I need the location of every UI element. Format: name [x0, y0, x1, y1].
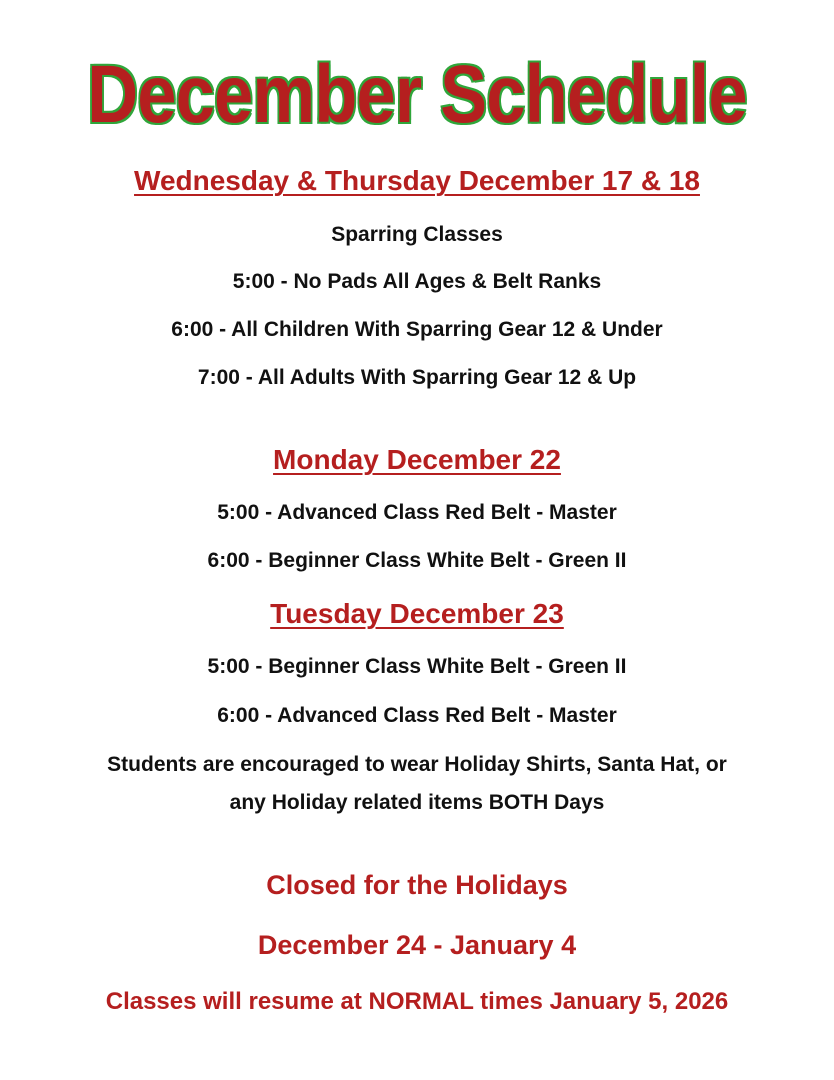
schedule-item: 6:00 - Beginner Class White Belt - Green II: [207, 549, 627, 572]
closed-dates: December 24 - January 4: [257, 930, 577, 960]
section-heading-wed-thu-text: Wednesday & Thursday December 17 & 18: [134, 165, 700, 196]
closed-label: Closed for the Holidays: [266, 870, 568, 900]
schedule-item: 5:00 - Advanced Class Red Belt - Master: [217, 501, 617, 524]
page-title: December Schedule: [87, 49, 747, 140]
resume-text: Classes will resume at NORMAL times January 5, 2026: [105, 988, 729, 1015]
section-heading-wed-thu: [0, 163, 834, 199]
holiday-note-line-2: any Holiday related items BOTH Days: [229, 791, 605, 814]
schedule-item: 5:00 - No Pads All Ages & Belt Ranks: [232, 270, 602, 293]
schedule-item: 5:00 - Beginner Class White Belt - Green II: [207, 655, 627, 678]
section-heading-tuesday: [0, 596, 834, 632]
schedule-item: 7:00 - All Adults With Sparring Gear 12 & Up: [197, 366, 637, 389]
section-heading-monday-text: Monday December 22: [273, 444, 561, 475]
holiday-note-line-1: Students are encouraged to wear Holiday Shirts, Santa Hat, or: [107, 753, 727, 776]
section-heading-monday: [0, 442, 834, 478]
schedule-item: 6:00 - Advanced Class Red Belt - Master: [217, 704, 617, 727]
schedule-item: Sparring Classes: [331, 223, 503, 246]
schedule-item: 6:00 - All Children With Sparring Gear 12 & Under: [171, 318, 663, 341]
section-heading-tuesday-text: Tuesday December 23: [270, 598, 564, 629]
